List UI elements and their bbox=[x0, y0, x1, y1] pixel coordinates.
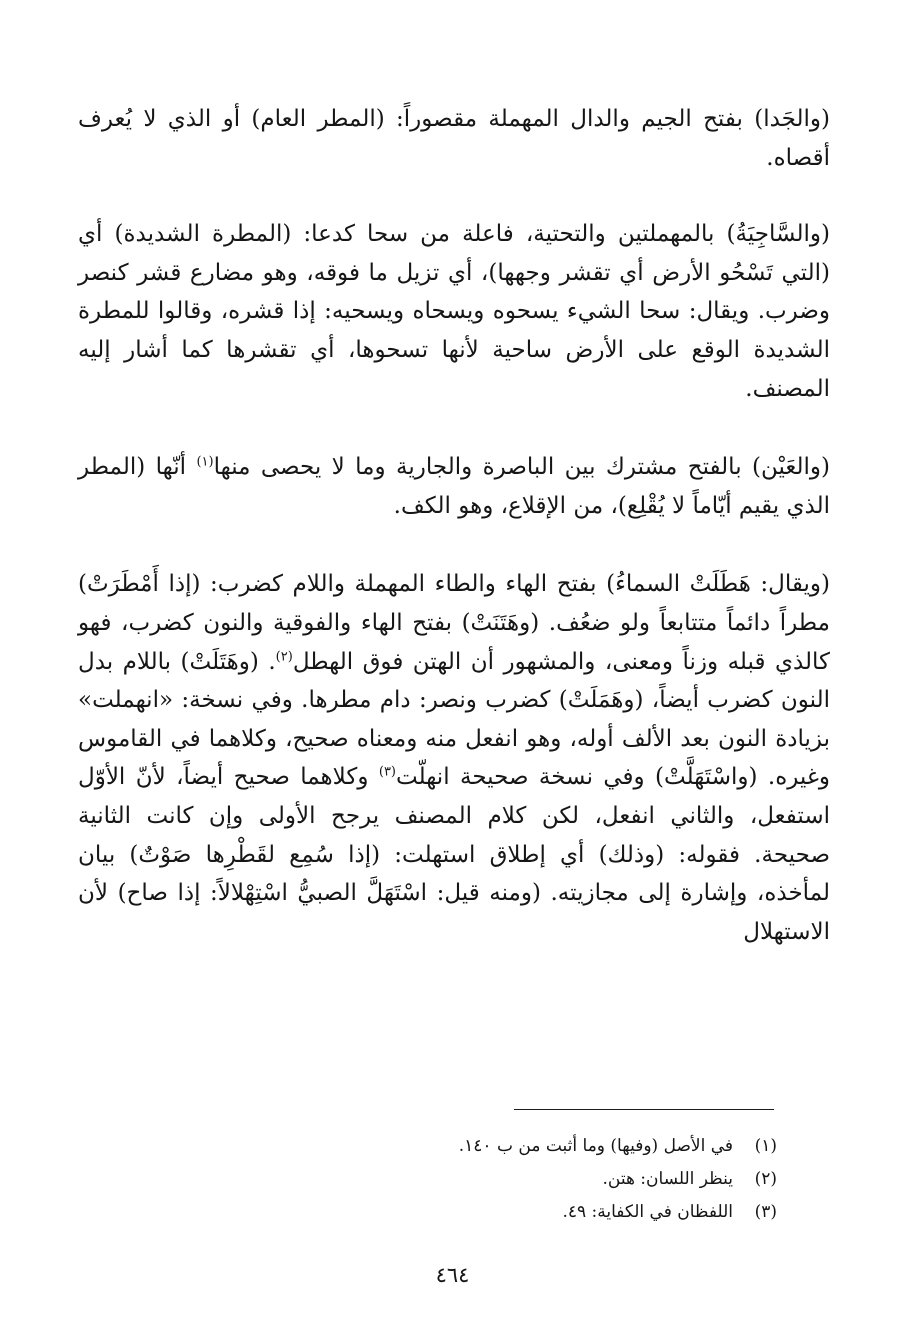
paragraph-text: (والجَدا) بفتح الجيم والدال المهملة مقصوراً: (المطر العام) أو الذي لا يُعرف أقصاه. bbox=[78, 106, 830, 171]
paragraph-text: (والسَّاجِيَةُ) بالمهملتين والتحتية، فاعلة من سحا كدعا: (المطرة الشديدة) أي (التي تَسْحُو الأرض أي تقشر وجهها)، أي تزيل ما فوقه، وهو مضارع قشر كنصر وضرب. ويقال: سحا الشيء يسحوه ويسحاه ويسحيه: إذا قشره، وقالوا للمطرة الشديدة الوقع على الأرض ساحية لأنها تسحوها، أي تقشرها كما أشار إليه المصنف. bbox=[78, 221, 830, 402]
footnote-marker-2: (٢) bbox=[275, 648, 293, 664]
footnote-number: (٢) bbox=[754, 1169, 777, 1189]
footnote-marker-1: (١) bbox=[196, 454, 214, 470]
footnotes bbox=[217, 1130, 777, 1229]
main-text bbox=[78, 100, 830, 951]
paragraph-hatalat bbox=[78, 565, 830, 951]
paragraph-text: وكلاهما صحيح أيضاً، لأنّ الأوّل استفعل، والثاني انفعل، لكن كلام المصنف يرجح الأولى وإن كانت الثانية صحيحة. فقوله: (وذلك) أي إطلاق استهلت: (إذا سُمِع لقَطْرِها صَوْتٌ) بيان لمأخذه، وإشارة إلى مجازيته. (ومنه قيل: اسْتَهَلَّ الصبيُّ اسْتِهْلالاً: إذا صاح) لأن الاستهلال bbox=[78, 764, 830, 945]
footnote-divider bbox=[514, 1109, 774, 1110]
footnote-number: (٣) bbox=[754, 1202, 777, 1222]
paragraph-sajiya bbox=[78, 215, 830, 408]
page-number: ٤٦٤ bbox=[435, 1263, 470, 1287]
footnote-text: في الأصل (وفيها) وما أثبت من ب ١٤٠. bbox=[458, 1136, 733, 1156]
paragraph-text: . (وهَتَلَتْ) باللام بدل النون كضرب أيضاً، (وهَمَلَتْ) كضرب ونصر: دام مطرها. وفي نسخة: «انهملت» بزيادة النون بعد الألف أوله، وهو انفعل منه ومعناه صحيح، وكلاهما في القاموس وغيره. (واسْتَهَلَّتْ) وفي نسخة صحيحة انهلّت bbox=[78, 648, 831, 791]
footnote-marker-3: (٣) bbox=[378, 764, 396, 780]
footnote-3 bbox=[217, 1196, 777, 1229]
footnote-2 bbox=[217, 1163, 777, 1196]
footnote-1 bbox=[217, 1130, 777, 1163]
paragraph-ayn bbox=[78, 448, 830, 525]
footnote-text: اللفظان في الكفاية: ٤٩. bbox=[562, 1202, 733, 1222]
footnote-text: ينظر اللسان: هتن. bbox=[602, 1169, 733, 1189]
footnote-number: (١) bbox=[754, 1136, 777, 1156]
paragraph-text: أنّها (المطر الذي يقيم أيّاماً لا يُقْلِع)، من الإقلاع، وهو الكف. bbox=[78, 454, 830, 519]
paragraph-jada bbox=[78, 100, 830, 177]
paragraph-text: (ويقال: هَطَلَتْ السماءُ) بفتح الهاء والطاء المهملة واللام كضرب: (إذا أَمْطَرَتْ) مطراً دائماً متتابعاً ولو ضعُف. (وهَتَنَتْ) بفتح الهاء والفوقية والنون كضرب، فهو كالذي قبله وزناً ومعنى، والمشهور أن الهتن فوق الهطل bbox=[78, 571, 830, 675]
paragraph-text: (والعَيْن) بالفتح مشترك بين الباصرة والجارية وما لا يحصى منها bbox=[213, 454, 830, 481]
